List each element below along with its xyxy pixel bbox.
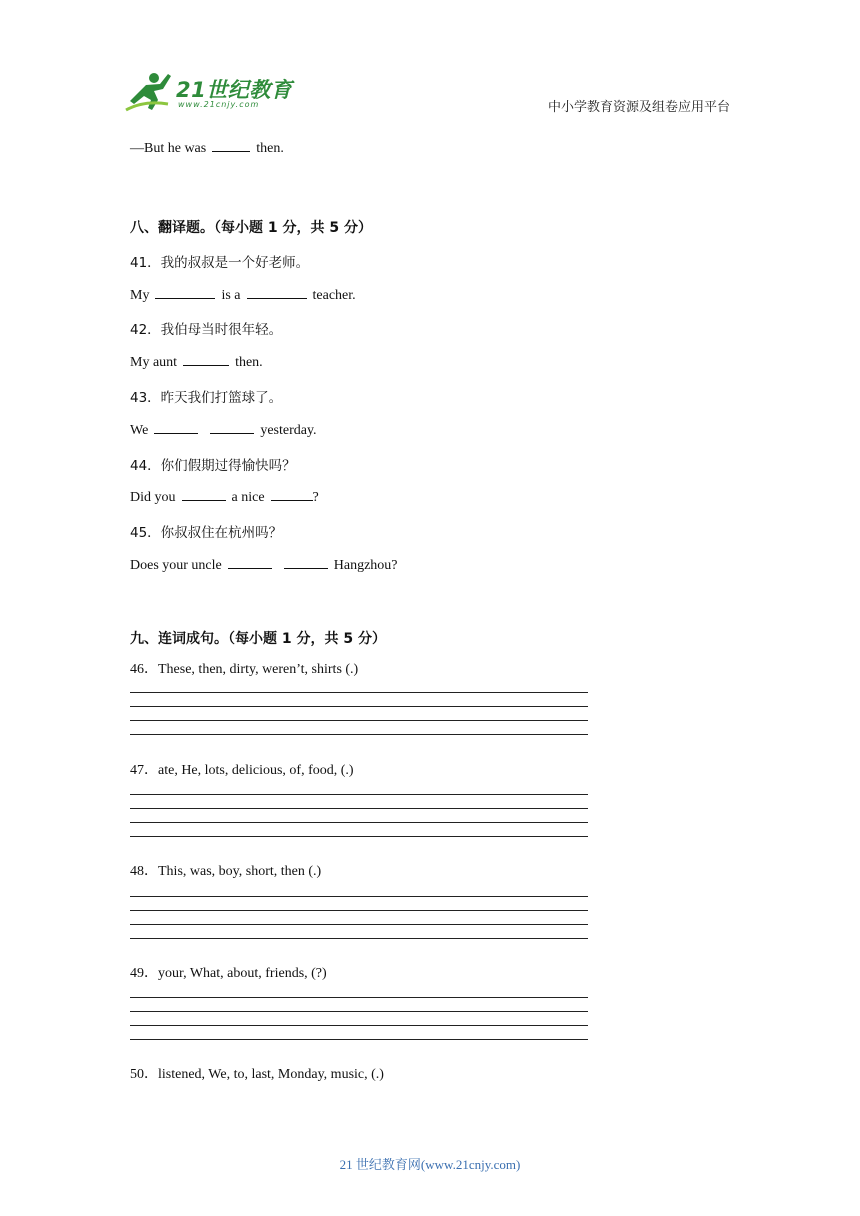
answer-blank[interactable] [247, 286, 307, 299]
question-50: 50．listened, We, to, last, Monday, music, (.) [130, 1067, 384, 1082]
logo-url: www.21cnjy.com [178, 100, 260, 109]
section-9-title: 九、连词成句。（每小题 1 分，共 5 分） [130, 631, 386, 647]
answer-blank[interactable] [182, 488, 226, 501]
text-part: a nice [231, 490, 265, 505]
text-part: teacher. [312, 288, 356, 303]
runner-logo-icon [124, 70, 176, 116]
text-part: We [130, 423, 149, 438]
question-44: 44．你们假期过得愉快吗？ [130, 458, 296, 474]
question-48: 48．This, was, boy, short, then (.) [130, 864, 322, 879]
question-47: 47．ate, He, lots, delicious, of, food, (.) [130, 763, 354, 778]
text-part: is a [221, 288, 241, 303]
carry-line-after: then. [256, 141, 284, 156]
text-part: ? [312, 490, 319, 505]
writing-lines[interactable] [130, 896, 588, 952]
logo-text: 21世纪教育 [176, 78, 293, 102]
answer-line-43 [130, 421, 317, 439]
question-45: 45．你叔叔住在杭州吗？ [130, 525, 283, 541]
text-part: My [130, 288, 150, 303]
answer-blank[interactable] [183, 353, 229, 366]
answer-blank[interactable] [210, 421, 254, 434]
carry-line [130, 139, 284, 157]
text-part: then. [235, 355, 263, 370]
text-part: Hangzhou? [333, 558, 398, 573]
question-42: 42．我伯母当时很年轻。 [130, 322, 283, 338]
answer-line-41 [130, 286, 356, 304]
answer-line-44 [130, 488, 319, 506]
answer-blank[interactable] [212, 139, 250, 152]
site-logo [124, 70, 294, 116]
answer-line-45 [130, 556, 398, 574]
answer-blank[interactable] [155, 286, 215, 299]
writing-lines[interactable] [130, 692, 588, 748]
text-part: Did you [130, 490, 176, 505]
answer-blank[interactable] [228, 556, 272, 569]
question-41: 41．我的叔叔是一个好老师。 [130, 255, 310, 271]
writing-lines[interactable] [130, 997, 588, 1053]
question-49: 49．your, What, about, friends, (?) [130, 966, 327, 981]
carry-line-before: —But he was [130, 141, 207, 156]
platform-label: 中小学教育资源及组卷应用平台 [547, 100, 730, 115]
answer-line-42 [130, 353, 263, 371]
writing-lines[interactable] [130, 794, 588, 850]
answer-blank[interactable] [284, 556, 328, 569]
answer-blank[interactable] [271, 488, 313, 501]
answer-blank[interactable] [154, 421, 198, 434]
question-46: 46．These, then, dirty, weren’t, shirts (.) [130, 662, 359, 677]
footer-text: 21 世纪教育网(www.21cnjy.com) [339, 1157, 521, 1172]
text-part: My aunt [130, 355, 178, 370]
text-part: yesterday. [260, 423, 317, 438]
section-8-title: 八、翻译题。（每小题 1 分，共 5 分） [130, 220, 372, 236]
text-part: Does your uncle [130, 558, 222, 573]
question-43: 43．昨天我们打篮球了。 [130, 390, 283, 406]
